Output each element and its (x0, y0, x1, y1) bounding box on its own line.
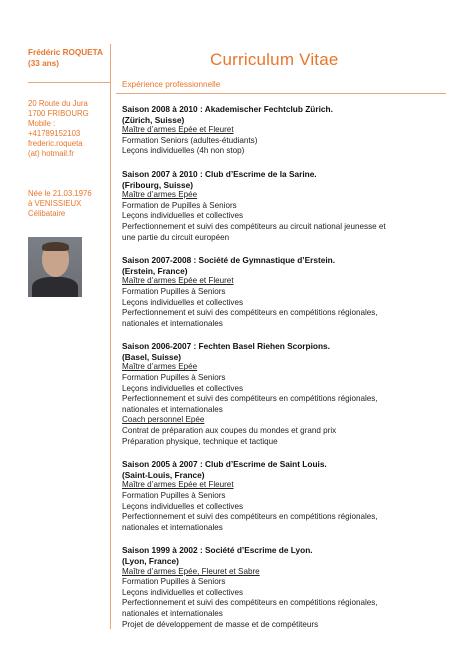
experience-list (122, 104, 444, 642)
entry-role: Maître d’armes Epée et Fleuret (122, 480, 234, 490)
entry-location: (Saint-Louis, France) (122, 469, 205, 480)
entry-detail: nationales et internationales (122, 608, 223, 618)
entry-location: (Erstein, France) (122, 265, 188, 276)
entry-detail: Leçons individuelles et collectives (122, 587, 244, 597)
entry-detail: une partie du circuit européen (122, 232, 230, 242)
entry-detail: Perfectionnement et suivi des compétiteurs en compétitions régionales, (122, 308, 378, 318)
experience-entry (122, 255, 444, 329)
entry-detail: Leçons individuelles et collectives (122, 211, 244, 221)
sidebar (28, 44, 111, 629)
experience-entry (122, 169, 444, 243)
mobile-label: Mobile : (28, 119, 56, 128)
entry-location: (Basel, Suisse) (122, 351, 182, 362)
entry-heading: Saison 2007-2008 : Société de Gymnastique d’Erstein. (122, 255, 336, 266)
entry-detail: Contrat de préparation aux coupes du mondes et grand prix (122, 426, 337, 436)
entry-detail: Perfectionnement et suivi des compétiteurs en compétitions régionales, (122, 598, 378, 608)
entry-detail: Perfectionnement et suivi des compétiteurs en compétitions régionales, (122, 394, 378, 404)
sidebar-divider (28, 82, 110, 83)
entry-location: (Fribourg, Suisse) (122, 179, 193, 190)
entry-detail: nationales et internationales (122, 404, 223, 414)
entry-role: Maître d’armes Epée (122, 190, 198, 200)
experience-entry (122, 459, 444, 533)
entry-detail: Formation Pupilles à Seniors (122, 577, 226, 587)
entry-detail: Projet de développement de masse et de compétiteurs (122, 619, 319, 629)
entry-heading: Saison 2006-2007 : Fechten Basel Riehen Scorpions. (122, 341, 330, 352)
experience-entry (122, 104, 444, 157)
address-street: 20 Route du Jura (28, 99, 88, 108)
entry-detail: Formation Pupilles à Seniors (122, 373, 226, 383)
contact-block (28, 99, 110, 159)
entry-detail: Préparation physique, technique et tactique (122, 436, 278, 446)
entry-location: (Lyon, France) (122, 555, 179, 566)
entry-detail: Formation Pupilles à Seniors (122, 491, 226, 500)
entry-heading: Saison 1999 à 2002 : Société d’Escrime de Lyon. (122, 545, 313, 556)
entry-detail: Leçons individuelles et collectives (122, 297, 244, 307)
entry-role: Maître d’armes Epée, Fleuret et Sabre (122, 566, 260, 576)
entry-heading: Saison 2005 à 2007 : Club d’Escrime de Saint Louis. (122, 459, 327, 470)
entry-detail: Perfectionnement et suivi des compétiteurs au circuit national jeunesse et (122, 221, 386, 231)
address-city: 1700 FRIBOURG (28, 109, 89, 118)
entry-detail: Formation de Pupilles à Seniors (122, 200, 237, 210)
birth-place: à VENISSIEUX (28, 199, 82, 208)
entry-role: Maître d’armes Epée et Fleuret (122, 125, 234, 135)
profile-photo (28, 237, 82, 297)
email-line-1: frederic.roqueta (28, 139, 83, 148)
experience-entry (122, 341, 444, 447)
entry-role: Maître d’armes Epée (122, 362, 198, 372)
entry-heading: Saison 2007 à 2010 : Club d’Escrime de la Sarine. (122, 168, 317, 179)
entry-heading: Saison 2008 à 2010 : Akademischer Fechtclub Zürich. (122, 104, 333, 114)
section-title: Expérience professionnelle (122, 80, 221, 89)
birth-block (28, 189, 110, 219)
entry-detail: Leçons individuelles et collectives (122, 383, 244, 393)
entry-detail: Leçons individuelles et collectives (122, 501, 244, 511)
entry-detail: nationales et internationales (122, 522, 223, 532)
mobile-number: +41789152103 (28, 129, 81, 138)
entry-detail: Perfectionnement et suivi des compétiteurs en compétitions régionales, (122, 512, 378, 522)
section-divider (116, 93, 446, 94)
birth-date: Née le 21.03.1976 (28, 189, 92, 198)
marital-status: Célibataire (28, 209, 66, 218)
email-line-2: (at) hotmail.fr (28, 149, 74, 158)
page-title: Curriculum Vitae (210, 50, 339, 69)
entry-role: Coach personnel Epée (122, 415, 205, 425)
entry-location: (Zürich, Suisse) (122, 114, 185, 125)
candidate-age: (33 ans) (28, 58, 59, 68)
entry-detail: Formation Pupilles à Seniors (122, 286, 226, 296)
entry-detail: nationales et internationales (122, 318, 223, 328)
entry-detail: Formation Seniors (adultes-étudiants) (122, 135, 258, 145)
entry-role: Maître d’armes Epée et Fleuret (122, 276, 234, 286)
candidate-name: Frédéric ROQUETA (28, 48, 103, 57)
entry-detail: Leçons individuelles (4h non stop) (122, 146, 245, 156)
experience-entry (122, 545, 444, 630)
